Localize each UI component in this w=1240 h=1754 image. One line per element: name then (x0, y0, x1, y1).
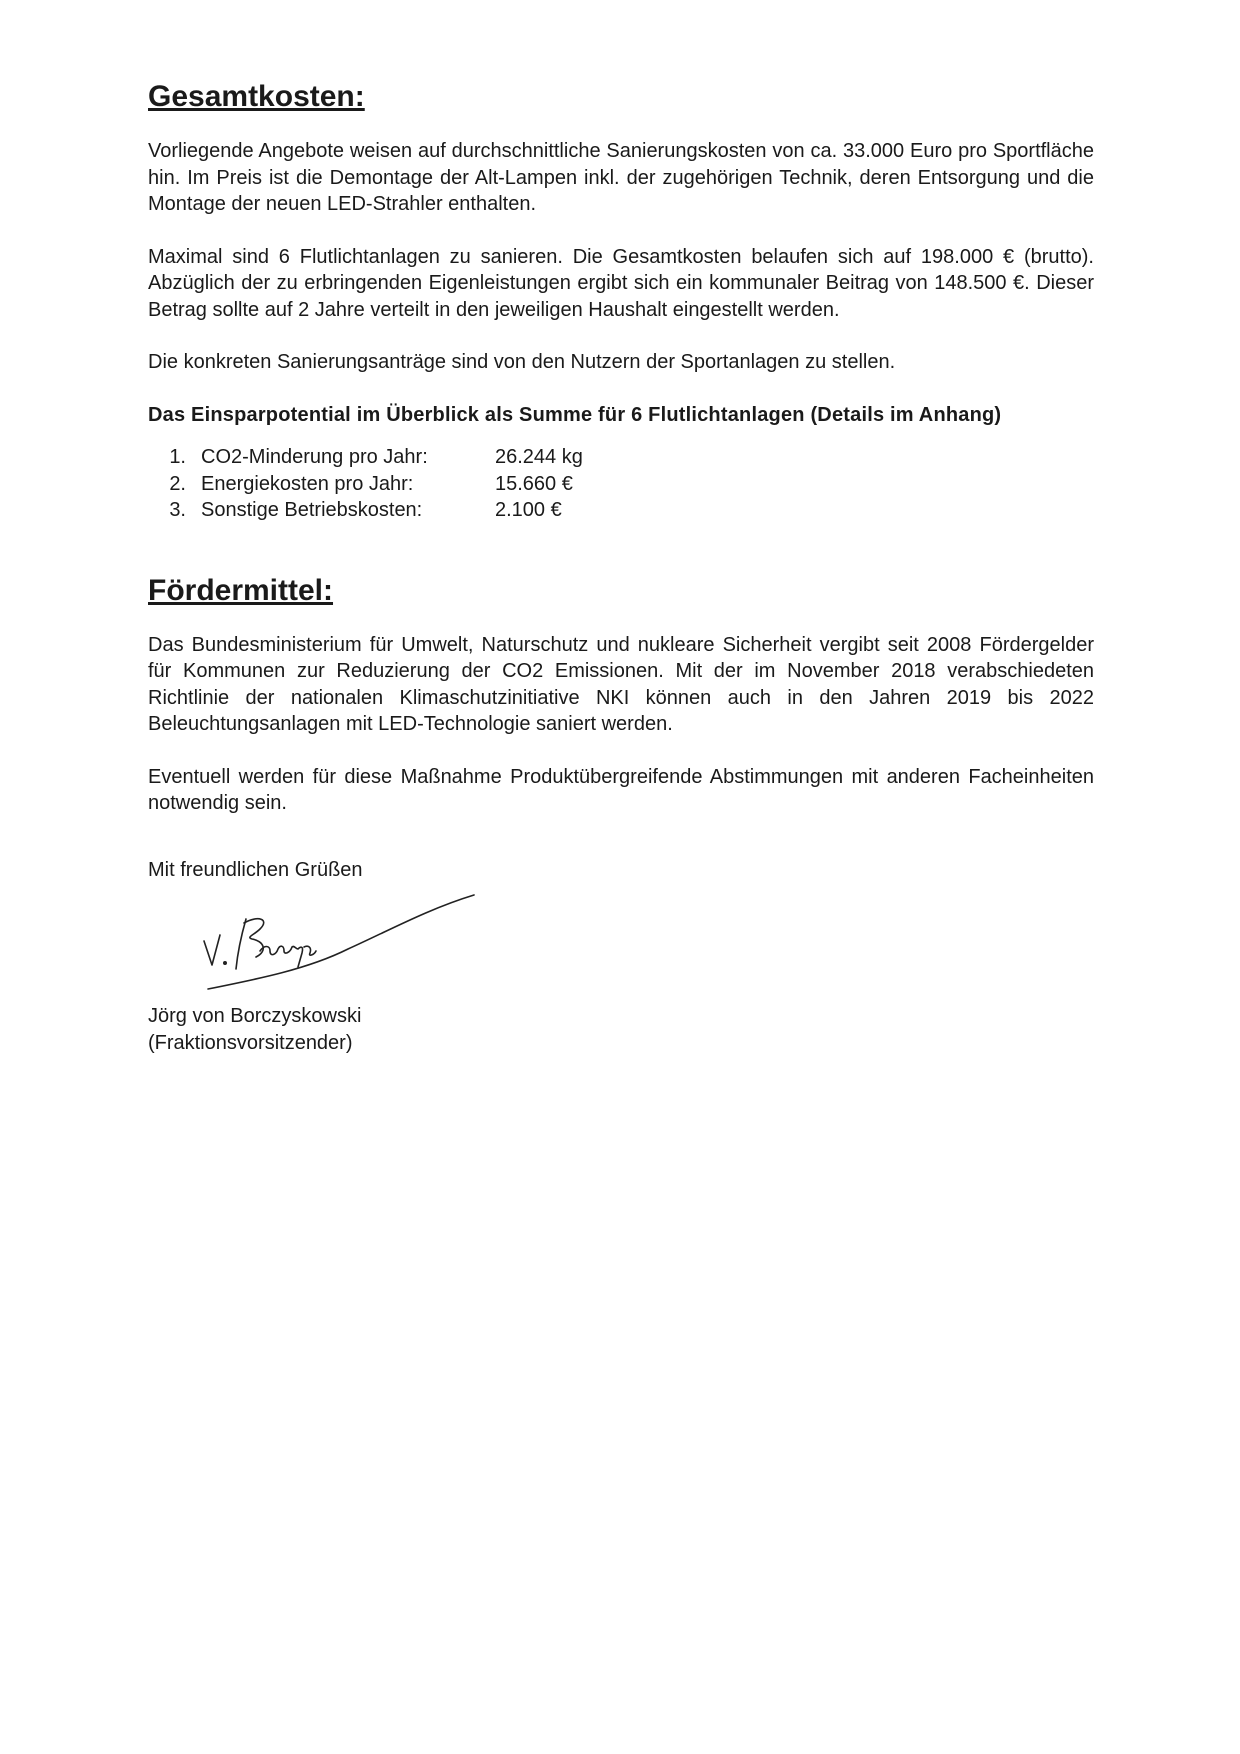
signature-image (198, 889, 498, 999)
funding-heading: Fördermittel: (148, 573, 334, 607)
savings-item (148, 497, 1094, 524)
costs-paragraph-1: Vorliegende Angebote weisen auf durchschnittliche Sanierungskosten von ca. 33.000 Euro pro Sportfläche hin. Im Preis ist die Demontage der Alt-Lampen inkl. der zugehörigen Technik, deren Entsorgung und die Montage der neuen LED-Strahler enthalten. (148, 140, 1094, 215)
costs-heading: Gesamtkosten: (148, 80, 365, 113)
savings-heading: Das Einsparpotential im Überblick als Summe für 6 Flutlichtanlagen (Details im Anhang) (148, 403, 1002, 426)
savings-item-label: Energiekosten pro Jahr: (201, 472, 414, 495)
signature (148, 883, 508, 1003)
costs-paragraph-3: Die konkreten Sanierungsanträge sind von den Nutzern der Sportanlagen zu stellen. (148, 351, 896, 373)
signer-role: (Fraktionsvorsitzender) (148, 1031, 353, 1054)
signer-name: Jörg von Borczyskowski (148, 1005, 362, 1027)
funding-paragraph-1: Das Bundesministerium für Umwelt, Naturschutz und nukleare Sicherheit vergibt seit 2008 Fördergelder für Kommunen zur Reduzierung der CO2 Emissionen. Mit der im November 2018 verabschiedeten Richtlinie der nationalen Klimaschutzinitiative NKI können auch in den Jahren 2019 bis 2022 Beleuchtungsanlagen mit LED-Technologie saniert werden. (148, 633, 1094, 735)
savings-item-label: Sonstige Betriebskosten: (201, 499, 423, 521)
savings-item-number: 1. (169, 446, 186, 468)
savings-item-value: 2.100 € (495, 499, 562, 521)
savings-item-label: CO2-Minderung pro Jahr: (201, 446, 428, 468)
savings-list (148, 444, 1094, 524)
savings-item (148, 471, 1094, 498)
document-page (148, 80, 1094, 1056)
savings-item-value: 26.244 kg (495, 446, 583, 468)
closing-greeting: Mit freundlichen Grüßen (148, 858, 363, 881)
costs-paragraph-2: Maximal sind 6 Flutlichtanlagen zu sanieren. Die Gesamtkosten belaufen sich auf 198.000 € (brutto). Abzüglich der zu erbringenden Eigenleistungen ergibt sich ein kommunaler Beitrag von 148.500 €. Dieser Betrag sollte auf 2 Jahre verteilt in den jeweiligen Haushalt eingestellt werden. (148, 245, 1094, 321)
savings-item-number: 3. (169, 499, 186, 521)
savings-item-value: 15.660 € (495, 472, 573, 495)
funding-paragraph-2: Eventuell werden für diese Maßnahme Produktübergreifende Abstimmungen mit anderen Facheinheiten notwendig sein. (148, 765, 1094, 814)
savings-item (148, 444, 1094, 471)
savings-item-number: 2. (169, 472, 186, 495)
